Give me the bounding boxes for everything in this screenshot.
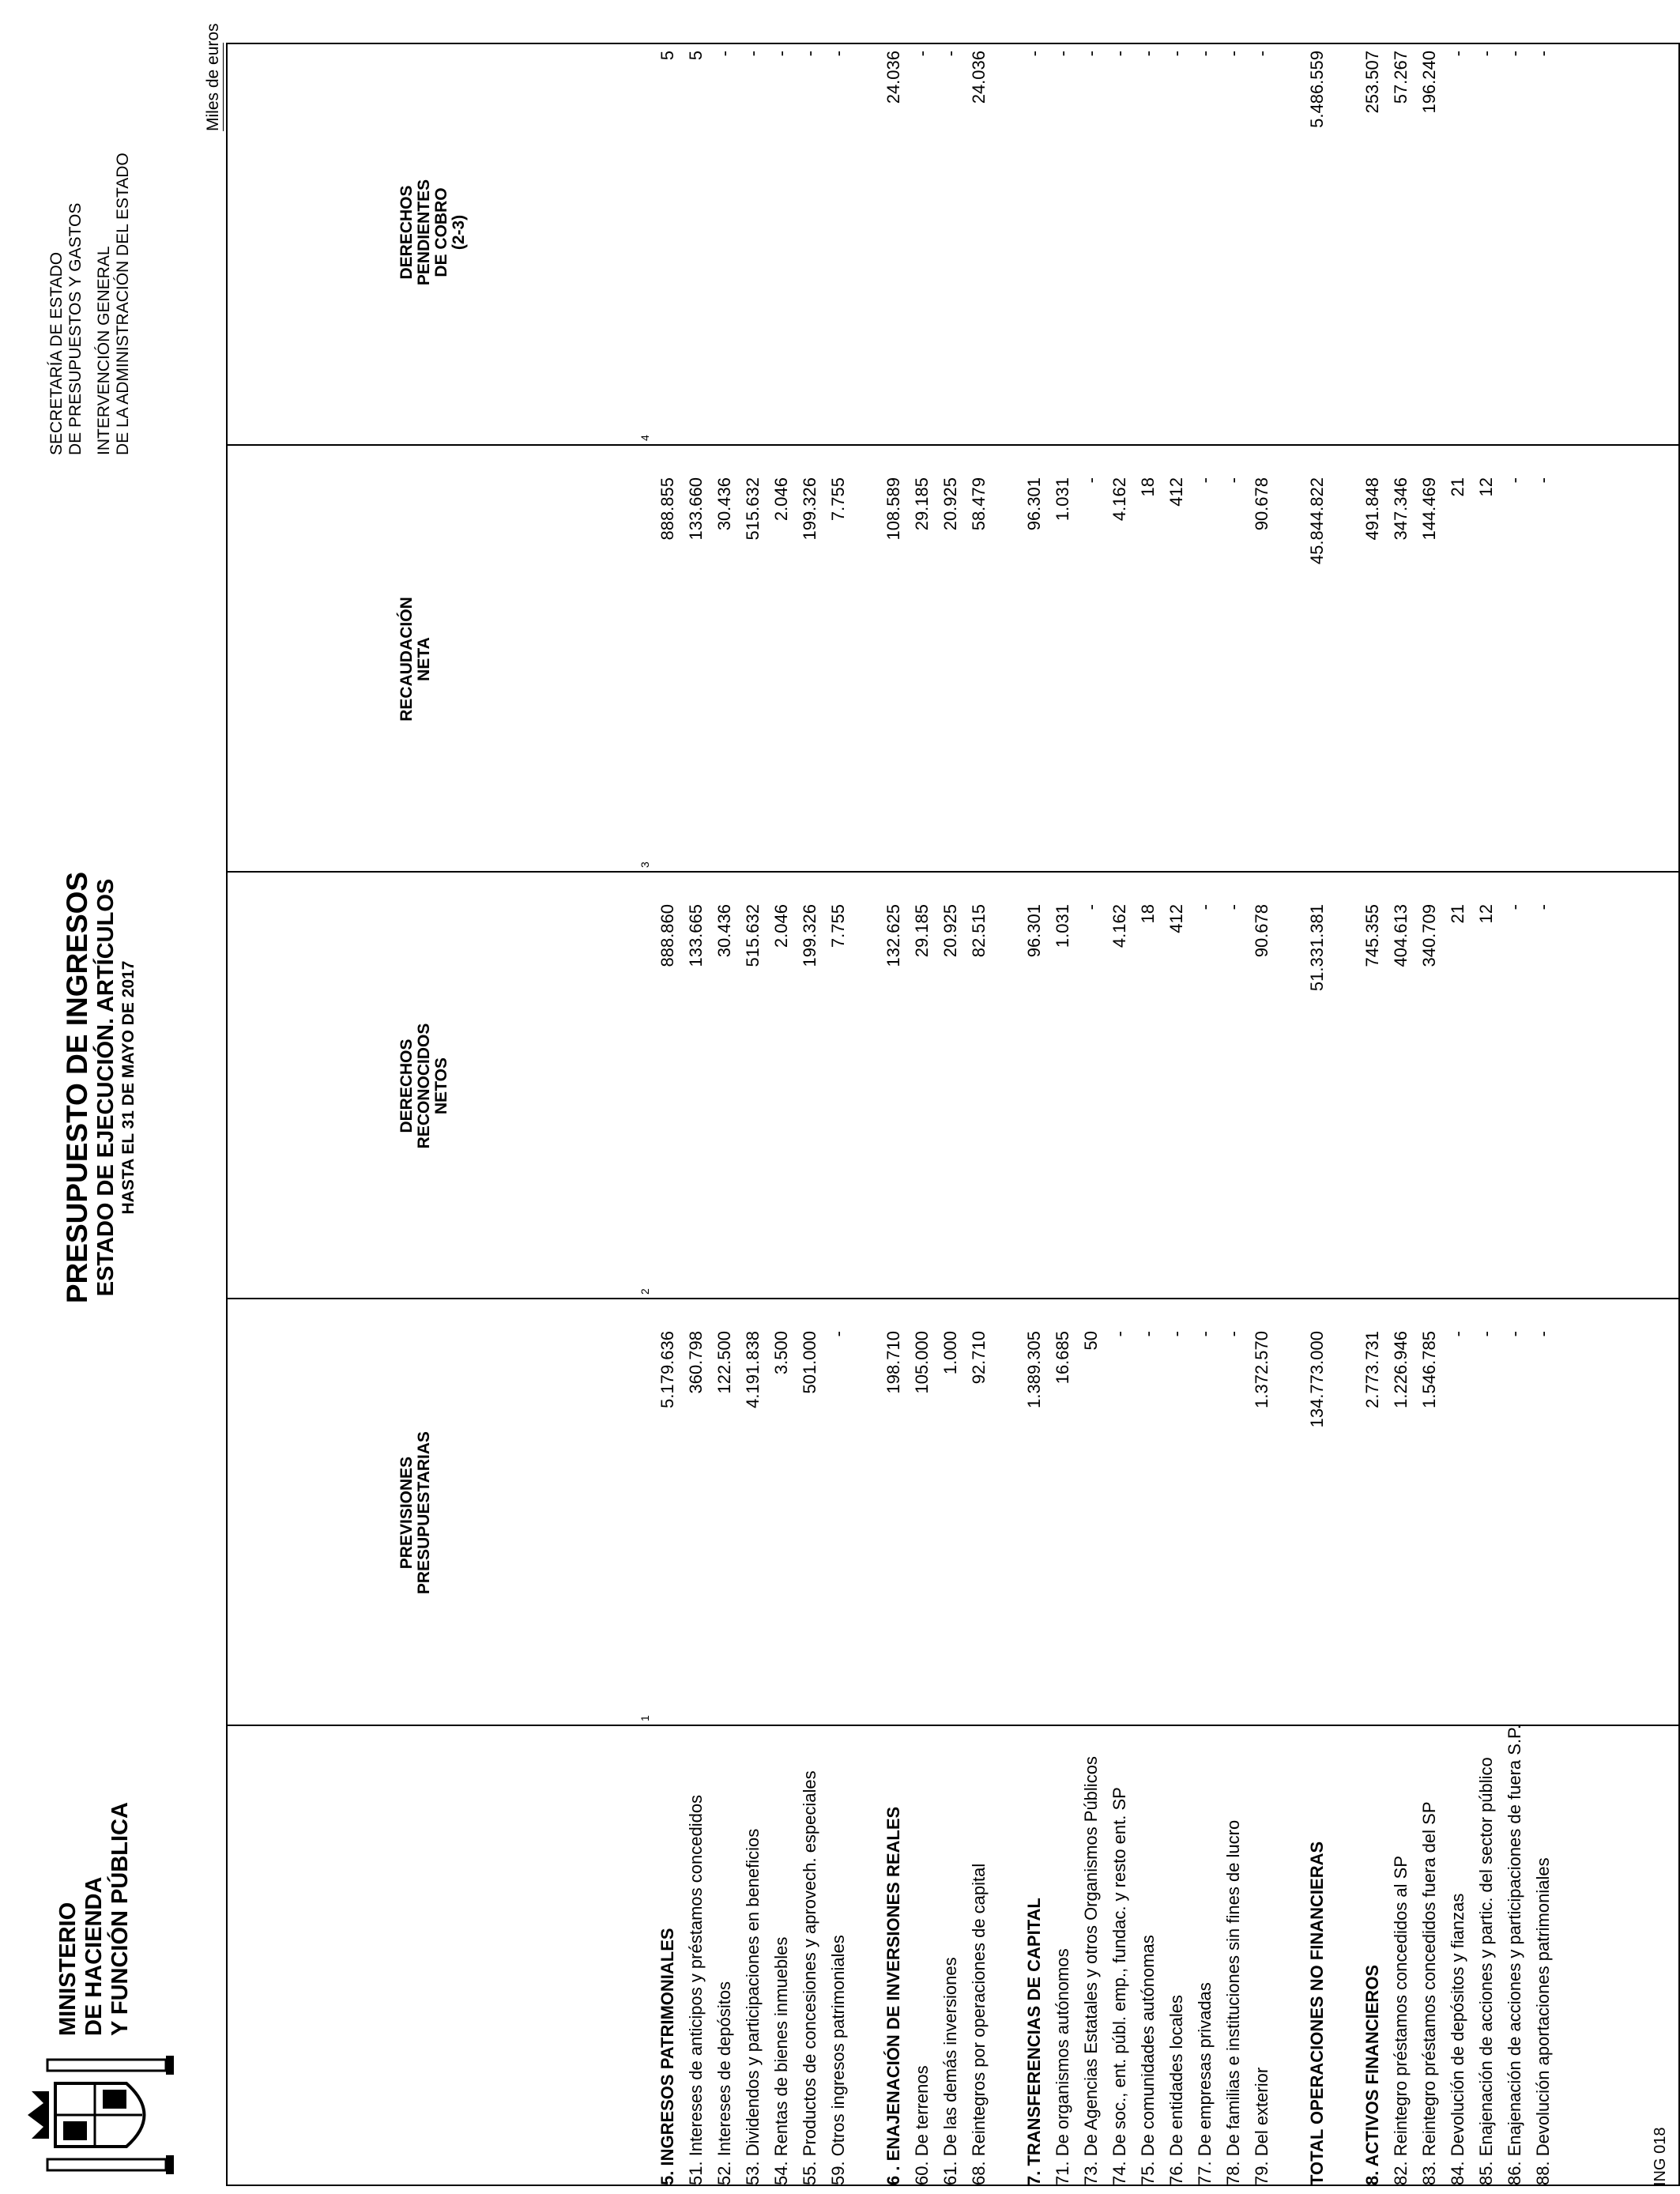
row-label: 84. Devolución de depósitos y fianzas: [1448, 1893, 1467, 2185]
table-row: [1220, 44, 1247, 2185]
column-header: [398, 873, 450, 1299]
section-row: [654, 44, 681, 2185]
cell-value: 4.162: [1109, 477, 1129, 522]
cell-value: -: [1223, 51, 1243, 57]
row-label: 61. De las demás inversiones: [940, 1957, 960, 2185]
cell-value: 105.000: [912, 1331, 932, 1394]
cell-value: 515.632: [743, 904, 763, 967]
cell-value: -: [800, 51, 819, 57]
cell-value: 90.678: [1252, 904, 1271, 958]
cell-value: 96.301: [1024, 904, 1044, 958]
cell-value: 133.665: [686, 904, 706, 967]
table-row: [1501, 44, 1528, 2185]
column-header-line: (2-3): [450, 214, 468, 251]
cell-value: 5: [686, 51, 706, 61]
table-row: [966, 44, 993, 2185]
budget-table: [226, 43, 1680, 2186]
cell-value: 412: [1166, 904, 1186, 933]
ministry-line: MINISTERIO: [55, 1902, 81, 2036]
cell-value: 18: [1138, 904, 1158, 924]
table-row: [1078, 44, 1105, 2185]
cell-value: 515.632: [743, 477, 763, 541]
cell-value: -: [1195, 1331, 1215, 1337]
table-row: [1445, 44, 1471, 2185]
row-label: TOTAL OPERACIONES NO FINANCIERAS: [1307, 1841, 1327, 2185]
row-label: 53. Dividendos y participaciones en beneficios: [743, 1828, 763, 2185]
table-row: [825, 44, 852, 2185]
cell-value: -: [1081, 477, 1101, 484]
cell-value: 4.162: [1109, 904, 1129, 948]
column-header-line: DERECHOS: [397, 185, 416, 280]
cell-value: -: [1166, 51, 1186, 57]
cell-value: 7.755: [828, 477, 848, 522]
column-header-line: RECAUDACIÓN: [397, 597, 416, 722]
row-label: 7. TRANSFERENCIAS DE CAPITAL: [1024, 1898, 1044, 2185]
cell-value: -: [1505, 477, 1524, 484]
table-row: [1163, 44, 1190, 2185]
section-row: [880, 44, 907, 2185]
cell-value: 491.848: [1362, 477, 1382, 541]
row-label: 51. Intereses de anticipos y préstamos concedidos: [686, 1794, 706, 2185]
cell-value: 1.031: [1053, 477, 1072, 522]
column-header-line: DE COBRO: [432, 187, 450, 277]
table-row: [1049, 44, 1076, 2185]
secretaria-block: [47, 153, 133, 455]
table-row: [1135, 44, 1162, 2185]
cell-value: 888.855: [657, 477, 677, 541]
units-underline: [223, 43, 224, 131]
section-row: [1359, 44, 1386, 2185]
cell-value: 24.036: [969, 51, 989, 104]
cell-value: -: [1533, 477, 1553, 484]
cell-value: 58.479: [969, 477, 989, 531]
table-row: [1192, 44, 1219, 2185]
row-label: 8. ACTIVOS FINANCIEROS: [1362, 1964, 1382, 2185]
cell-value: 29.185: [912, 904, 932, 958]
cell-value: -: [1195, 904, 1215, 910]
secretaria-line: DE PRESUPUESTOS Y GASTOS: [66, 202, 85, 455]
row-label: 76. De entidades locales: [1166, 1995, 1186, 2185]
cell-value: -: [1223, 477, 1243, 484]
cell-value: -: [1223, 1331, 1243, 1337]
table-row: [937, 44, 964, 2185]
cell-value: 404.613: [1391, 904, 1411, 967]
cell-value: 5.179.636: [657, 1331, 677, 1408]
cell-value: 1.389.305: [1024, 1331, 1044, 1408]
cell-value: 1.226.946: [1391, 1331, 1411, 1408]
column-header: [398, 446, 433, 873]
secretaria-line: INTERVENCIÓN GENERAL: [95, 246, 113, 455]
cell-value: -: [1252, 51, 1271, 57]
cell-value: 82.515: [969, 904, 989, 958]
cell-value: 30.436: [714, 477, 734, 531]
cell-value: -: [940, 51, 960, 57]
title-line-3: HASTA EL 31 DE MAYO DE 2017: [119, 960, 137, 1215]
cell-value: 1.000: [940, 1331, 960, 1375]
row-label: 71. De organismos autónomos: [1053, 1948, 1072, 2185]
table-row: [1530, 44, 1557, 2185]
cell-value: -: [771, 51, 791, 57]
cell-value: 253.507: [1362, 51, 1382, 114]
cell-value: 134.773.000: [1307, 1331, 1327, 1428]
cell-value: -: [714, 51, 734, 57]
cell-value: 12: [1476, 904, 1496, 924]
row-label: 75. De comunidades autónomas: [1138, 1935, 1158, 2185]
row-label: 85. Enajenación de acciones y partic. del sector público: [1476, 1757, 1496, 2185]
cell-value: 412: [1166, 477, 1186, 507]
cell-value: 1.372.570: [1252, 1331, 1271, 1408]
cell-value: -: [1448, 51, 1467, 57]
cell-value: -: [743, 51, 763, 57]
cell-value: 20.925: [940, 477, 960, 531]
row-label: 83. Reintegro préstamos concedidos fuera del SP: [1419, 1801, 1439, 2185]
form-code: ING 018: [1652, 2127, 1669, 2186]
cell-value: -: [1053, 51, 1072, 57]
cell-value: -: [1533, 904, 1553, 910]
row-label: 82. Reintegro préstamos concedidos al SP: [1391, 1855, 1411, 2185]
cell-value: 132.625: [883, 904, 903, 967]
cell-value: -: [1505, 904, 1524, 910]
cell-value: 21: [1448, 904, 1467, 924]
cell-value: 340.709: [1419, 904, 1439, 967]
table-row: [768, 44, 795, 2185]
column-header-line: DERECHOS: [397, 1039, 416, 1133]
cell-value: -: [828, 1331, 848, 1337]
row-label: 79. Del exterior: [1252, 2067, 1271, 2185]
ministry-line: Y FUNCIÓN PÚBLICA: [107, 1802, 133, 2036]
cell-value: 888.860: [657, 904, 677, 967]
cell-value: 2.773.731: [1362, 1331, 1382, 1408]
cell-value: 96.301: [1024, 477, 1044, 531]
cell-value: 360.798: [686, 1331, 706, 1394]
cell-value: 51.331.381: [1307, 904, 1327, 992]
cell-value: -: [1166, 1331, 1186, 1337]
row-label: 68. Reintegros por operaciones de capital: [969, 1863, 989, 2185]
cell-value: 29.185: [912, 477, 932, 531]
cell-value: 16.685: [1053, 1331, 1072, 1385]
row-label: 6 . ENAJENACIÓN DE INVERSIONES REALES: [883, 1806, 903, 2185]
cell-value: -: [1223, 904, 1243, 910]
report-title: [62, 843, 139, 1333]
cell-value: 347.346: [1391, 477, 1411, 541]
title-line-2: ESTADO DE EJECUCIÓN. ARTÍCULOS: [93, 878, 119, 1297]
cell-value: 3.500: [771, 1331, 791, 1375]
cell-value: -: [1081, 904, 1101, 910]
cell-value: -: [1024, 51, 1044, 57]
column-number: 2: [638, 1288, 651, 1295]
cell-value: 92.710: [969, 1331, 989, 1385]
row-label: 78. De familias e instituciones sin fines de lucro: [1223, 1819, 1243, 2185]
cell-value: 5.486.559: [1307, 51, 1327, 128]
cell-value: 198.710: [883, 1331, 903, 1394]
table-row: [1249, 44, 1275, 2185]
units-label: Miles de euros: [204, 23, 222, 131]
secretaria-line: DE LA ADMINISTRACIÓN DEL ESTADO: [114, 153, 132, 455]
ministry-line: DE HACIENDA: [81, 1876, 107, 2036]
cell-value: -: [1476, 1331, 1496, 1337]
cell-value: -: [1081, 51, 1101, 57]
cell-value: 196.240: [1419, 51, 1439, 114]
row-label: 88. Devolución aportaciones patrimoniales: [1533, 1857, 1553, 2185]
column-number: 3: [638, 861, 651, 868]
ministry-name: [55, 1802, 134, 2036]
cell-value: 1.031: [1053, 904, 1072, 948]
secretaria-line: SECRETARÍA DE ESTADO: [47, 251, 66, 455]
table-row: [711, 44, 738, 2185]
column-header: [398, 19, 468, 446]
cell-value: 199.326: [800, 904, 819, 967]
column-header-line: RECONOCIDOS: [415, 1023, 433, 1149]
row-label: 59. Otros ingresos patrimoniales: [828, 1935, 848, 2185]
total-row: [1304, 44, 1331, 2185]
cell-value: -: [1138, 51, 1158, 57]
cell-value: 133.660: [686, 477, 706, 541]
row-label: 74. De soc., ent. públ. emp., fundac. y resto ent. SP: [1109, 1787, 1129, 2185]
coat-of-arms-icon: [24, 2044, 182, 2186]
column-number: 4: [638, 435, 651, 441]
cell-value: -: [1505, 1331, 1524, 1337]
cell-value: -: [1448, 1331, 1467, 1337]
cell-value: -: [1138, 1331, 1158, 1337]
column-number: 1: [638, 1715, 651, 1721]
row-label: 77. De empresas privadas: [1195, 1982, 1215, 2185]
cell-value: 50: [1081, 1331, 1101, 1351]
row-label: 5. INGRESOS PATRIMONIALES: [657, 1928, 677, 2185]
table-row: [1416, 44, 1443, 2185]
cell-value: 18: [1138, 477, 1158, 497]
cell-value: 1.546.785: [1419, 1331, 1439, 1408]
table-row: [797, 44, 823, 2185]
cell-value: 57.267: [1391, 51, 1411, 104]
cell-value: 5: [657, 51, 677, 61]
cell-value: 2.046: [771, 477, 791, 522]
cell-value: -: [1195, 51, 1215, 57]
column-header-line: PREVISIONES: [397, 1456, 416, 1570]
cell-value: -: [912, 51, 932, 57]
cell-value: -: [828, 51, 848, 57]
cell-value: -: [1195, 477, 1215, 484]
cell-value: -: [1533, 1331, 1553, 1337]
cell-value: 2.046: [771, 904, 791, 948]
column-header: [398, 1299, 433, 1726]
row-label: 60. De terrenos: [912, 2065, 932, 2185]
cell-value: 144.469: [1419, 477, 1439, 541]
cell-value: -: [1109, 1331, 1129, 1337]
table-row: [683, 44, 710, 2185]
cell-value: -: [1533, 51, 1553, 57]
cell-value: 90.678: [1252, 477, 1271, 531]
column-header-line: NETA: [415, 637, 433, 681]
cell-value: 24.036: [883, 51, 903, 104]
column-header-line: NETOS: [432, 1057, 450, 1114]
cell-value: -: [1505, 51, 1524, 57]
cell-value: 199.326: [800, 477, 819, 541]
row-label: 86. Enajenación de acciones y participaciones de fuera S.P.: [1505, 1725, 1524, 2185]
table-row: [909, 44, 936, 2185]
cell-value: -: [1109, 51, 1129, 57]
cell-value: 7.755: [828, 904, 848, 948]
cell-value: 4.191.838: [743, 1331, 763, 1408]
column-header-line: PENDIENTES: [415, 179, 433, 286]
row-label: 54. Rentas de bienes inmuebles: [771, 1936, 791, 2185]
section-row: [1021, 44, 1048, 2185]
cell-value: 45.844.822: [1307, 477, 1327, 565]
cell-value: 20.925: [940, 904, 960, 958]
cell-value: 745.355: [1362, 904, 1382, 967]
table-row: [1106, 44, 1133, 2185]
column-header-line: PRESUPUESTARIAS: [415, 1431, 433, 1595]
cell-value: 12: [1476, 477, 1496, 497]
cell-value: 21: [1448, 477, 1467, 497]
title-line-1: PRESUPUESTO DE INGRESOS: [61, 871, 93, 1304]
cell-value: 501.000: [800, 1331, 819, 1394]
row-label: 73. De Agencias Estatales y otros Organismos Públicos: [1081, 1756, 1101, 2185]
cell-value: -: [1476, 51, 1496, 57]
table-row: [740, 44, 767, 2185]
cell-value: 122.500: [714, 1331, 734, 1394]
cell-value: 30.436: [714, 904, 734, 958]
table-row: [1473, 44, 1500, 2185]
table-row: [1388, 44, 1414, 2185]
row-label: 55. Productos de concesiones y aprovech. especiales: [800, 1770, 819, 2185]
row-label: 52. Intereses de depósitos: [714, 1981, 734, 2185]
cell-value: 108.589: [883, 477, 903, 541]
